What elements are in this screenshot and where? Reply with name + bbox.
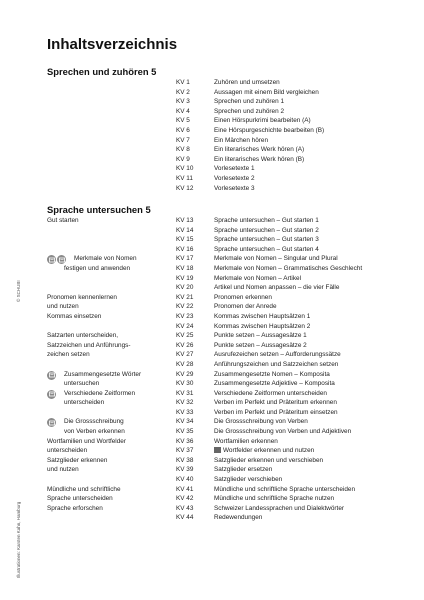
kv-number: KV 12 [176,184,194,192]
topic-label: Satzarten unterscheiden, [47,332,119,340]
kv-title-text: Einen Hörspurkrimi bearbeiten (A) [214,117,311,125]
kv-number: KV 21 [176,293,194,301]
kv-title-text: Punkte setzen – Aussagesätze 2 [214,341,307,349]
kv-number: KV 17 [176,255,194,263]
kv-number: KV 36 [176,437,194,445]
toc-row [47,78,387,88]
kv-title [214,437,278,447]
kv-number: KV 3 [176,98,190,106]
kv-title-text: Eine Hörspurgeschichte bearbeiten (B) [214,126,325,134]
topic-label: und nutzen [47,466,79,474]
kv-title-text: Vorlesetexte 1 [214,165,255,173]
kv-title-text: Punkte setzen – Aussagesätze 1 [214,332,307,340]
toc-row [47,389,387,399]
kv-title [214,293,272,303]
kv-number: KV 6 [176,126,190,134]
kv-number: KV 2 [176,88,190,96]
kv-title [214,494,334,504]
kv-number: KV 34 [176,418,194,426]
kv-title-text: Ein literarisches Werk hören (A) [214,146,305,154]
topic-label: festigen und anwenden [64,264,131,272]
kv-number: KV 32 [176,399,194,407]
kv-number: KV 9 [176,155,190,163]
topic-label: und nutzen [47,303,79,311]
toc-row [47,360,387,370]
kv-title [214,88,319,98]
kv-number: KV 28 [176,360,194,368]
kv-number: KV 22 [176,303,194,311]
toc-row [47,293,387,303]
kv-title [214,322,310,332]
kv-title [214,136,268,146]
kv-number: KV 35 [176,428,194,436]
toc-row [47,174,387,184]
kv-title [214,360,338,370]
toc-row [47,331,387,341]
kv-title-text: Merkmale von Nomen – Singular und Plural [214,255,338,263]
kv-title [214,216,319,226]
side-credit: Illustrationen: Karsten Kahn, Hamburg [16,501,21,578]
worksheet-icon [214,447,221,453]
kv-number: KV 40 [176,476,194,484]
kv-title [214,389,327,399]
kv-title-text: Sprechen und zuhören 1 [214,98,284,106]
kv-title [214,126,324,136]
kv-title-text: Mündliche und schriftliche Sprache unterscheiden [214,485,356,493]
kv-title [214,341,307,351]
kv-title [214,379,335,389]
kv-title-text: Zusammengesetzte Adjektive – Komposita [214,380,335,388]
toc-row [47,274,387,284]
toc-row [47,341,387,351]
toc-row [47,302,387,312]
kv-number: KV 27 [176,351,194,359]
kv-title [214,513,262,523]
kv-title-text: Ausrufezeichen setzen – Aufforderungssätze [214,351,341,359]
kv-title-text: Redewendungen [214,514,263,522]
kv-title-text: Kommas zwischen Hauptsätzen 2 [214,322,311,330]
toc-row [47,437,387,447]
topic-label: von Verben erkennen [64,428,125,436]
kv-title [214,116,311,126]
kv-title-text: Die Grossschreibung von Verben und Adjektiven [214,428,352,436]
kv-title-text: Ein Märchen hören [214,136,268,144]
kv-title [214,274,301,284]
topic-label: unterscheiden [64,399,105,407]
toc-row [47,107,387,117]
kv-title [214,155,304,165]
toc-row [47,485,387,495]
kv-title [214,465,272,475]
topic-label: Merkmale von Nomen [74,255,137,263]
toc-list-sprechen [47,78,387,193]
toc-row [47,155,387,165]
kv-title-text: Wortfelder erkennen und nutzen [223,447,315,455]
kv-title-text: Verben im Perfekt und Präteritum erkennen [214,399,337,407]
toc-row [47,398,387,408]
kv-title [214,504,344,514]
topic-label: Kommas einsetzen [47,312,102,320]
kv-title [214,331,307,341]
kv-title-text: Satzglieder verschieben [214,476,283,484]
side-copyright: © SCHUBI [16,280,21,302]
toc-row [47,254,387,264]
kv-title [214,302,277,312]
kv-title [214,245,319,255]
section-heading-sprechen: Sprechen und zuhören 5 [47,66,157,77]
page-title: Inhaltsverzeichnis [47,36,178,53]
toc-row [47,408,387,418]
kv-number: KV 39 [176,466,194,474]
kv-number: KV 25 [176,332,194,340]
toc-row [47,494,387,504]
kv-number: KV 31 [176,389,194,397]
kv-title [214,164,255,174]
kv-title-text: Zusammengesetzte Nomen – Komposita [214,370,330,378]
kv-title-text: Aussagen mit einem Bild vergleichen [214,88,319,96]
toc-row [47,283,387,293]
kv-title [214,174,255,184]
kv-title-text: Zuhören und umsetzen [214,79,280,86]
kv-title-text: Schweizer Landessprachen und Dialektwörter [214,504,345,512]
topic-label: Die Grossschreibung [64,418,124,426]
kv-title [214,78,280,88]
topic-label: Gut starten [47,217,79,224]
kv-title-text: Merkmale von Nomen – Grammatisches Geschlecht [214,264,363,272]
topic-label: Satzzeichen und Anführungs- [47,341,131,349]
kv-title [214,350,341,360]
toc-row [47,226,387,236]
kv-title-text: Sprache untersuchen – Gut starten 3 [214,236,319,244]
toc-list-sprache [47,216,387,523]
kv-number: KV 23 [176,312,194,320]
kv-title [214,408,338,418]
kv-title-text: Artikel und Nomen anpassen – die vier Fälle [214,284,340,292]
kv-number: KV 33 [176,408,194,416]
kv-title-text: Anführungszeichen und Satzzeichen setzen [214,360,339,368]
section-heading-sprache: Sprache untersuchen 5 [47,204,151,215]
topic-label: Wortfamilien und Wortfelder [47,437,126,445]
toc-row [47,513,387,523]
toc-row [47,126,387,136]
kv-title [214,398,337,408]
kv-number: KV 43 [176,504,194,512]
kv-title [214,283,339,293]
kv-number: KV 42 [176,495,194,503]
kv-title [214,226,319,236]
kv-title-text: Pronomen der Anrede [214,303,277,311]
kv-title [214,145,304,155]
toc-row [47,264,387,274]
kv-title [214,456,323,466]
kv-title-text: Merkmale von Nomen – Artikel [214,274,302,282]
kv-number: KV 1 [176,79,190,86]
kv-title [214,264,362,274]
kv-title [214,97,284,107]
kv-title [214,107,284,117]
kv-title-text: Sprache untersuchen – Gut starten 1 [214,217,319,224]
kv-title-text: Die Grossschreibung von Verben [214,418,308,426]
toc-row [47,145,387,155]
toc-row [47,417,387,427]
kv-title [214,417,308,427]
kv-title [214,184,255,194]
topic-label: zeichen setzen [47,351,90,359]
toc-row [47,184,387,194]
kv-title-text: Kommas zwischen Hauptsätzen 1 [214,312,311,320]
kv-title-text: Sprache untersuchen – Gut starten 2 [214,226,319,234]
kv-title-text: Wortfamilien erkennen [214,437,278,445]
topic-label: Mündliche und schriftliche [47,485,121,493]
kv-title [214,475,282,485]
kv-number: KV 41 [176,485,194,493]
kv-title [214,446,314,456]
topic-label: Sprache erforschen [47,504,103,512]
toc-row [47,456,387,466]
kv-number: KV 29 [176,370,194,378]
kv-title [214,427,351,437]
toc-row [47,245,387,255]
toc-row [47,427,387,437]
kv-number: KV 20 [176,284,194,292]
kv-number: KV 15 [176,236,194,244]
kv-title [214,254,338,264]
kv-number: KV 38 [176,456,194,464]
topic-label: untersuchen [64,380,100,388]
toc-row [47,97,387,107]
kv-title-text: Mündliche und schriftliche Sprache nutzen [214,495,335,503]
topic-label: Verschiedene Zeitformen [64,389,136,397]
toc-row [47,504,387,514]
toc-row [47,379,387,389]
toc-row [47,475,387,485]
kv-title-text: Ein literarisches Werk hören (B) [214,155,305,163]
toc-row [47,370,387,380]
toc-row [47,350,387,360]
toc-row [47,312,387,322]
kv-title [214,312,310,322]
kv-number: KV 11 [176,174,193,182]
kv-title [214,370,330,380]
topic-label: Satzglieder erkennen [47,456,108,464]
kv-title-text: Sprache untersuchen – Gut starten 4 [214,245,319,253]
toc-row [47,322,387,332]
kv-title-text: Pronomen erkennen [214,293,272,301]
kv-number: KV 10 [176,165,194,173]
kv-number: KV 18 [176,264,194,272]
kv-number: KV 26 [176,341,194,349]
kv-title-text: Satzglieder erkennen und verschieben [214,456,324,464]
kv-title-text: Verschiedene Zeitformen unterscheiden [214,389,327,397]
toc-row [47,164,387,174]
toc-row [47,465,387,475]
kv-title-text: Vorlesetexte 3 [214,184,255,192]
kv-title [214,485,355,495]
toc-row [47,136,387,146]
toc-row [47,235,387,245]
toc-row [47,216,387,226]
kv-title-text: Verben im Perfekt und Präteritum einsetzen [214,408,338,416]
kv-title-text: Satzglieder ersetzen [214,466,273,474]
toc-row [47,446,387,456]
kv-number: KV 4 [176,107,190,115]
topic-label: Pronomen kennenlernen [47,293,117,301]
toc-row [47,88,387,98]
kv-title-text: Sprechen und zuhören 2 [214,107,284,115]
kv-number: KV 37 [176,447,194,455]
topic-label: Sprache unterscheiden [47,495,113,503]
kv-number: KV 30 [176,380,194,388]
kv-number: KV 16 [176,245,194,253]
kv-number: KV 24 [176,322,194,330]
topic-label: Zusammengesetzte Wörter [64,370,142,378]
kv-number: KV 14 [176,226,194,234]
kv-title-text: Vorlesetexte 2 [214,174,255,182]
kv-number: KV 8 [176,146,190,154]
kv-number: KV 44 [176,514,194,522]
kv-number: KV 7 [176,136,190,144]
kv-number: KV 19 [176,274,194,282]
kv-number: KV 5 [176,117,190,125]
toc-row [47,116,387,126]
kv-title [214,235,319,245]
kv-number: KV 13 [176,217,194,224]
topic-label: unterscheiden [47,447,88,455]
